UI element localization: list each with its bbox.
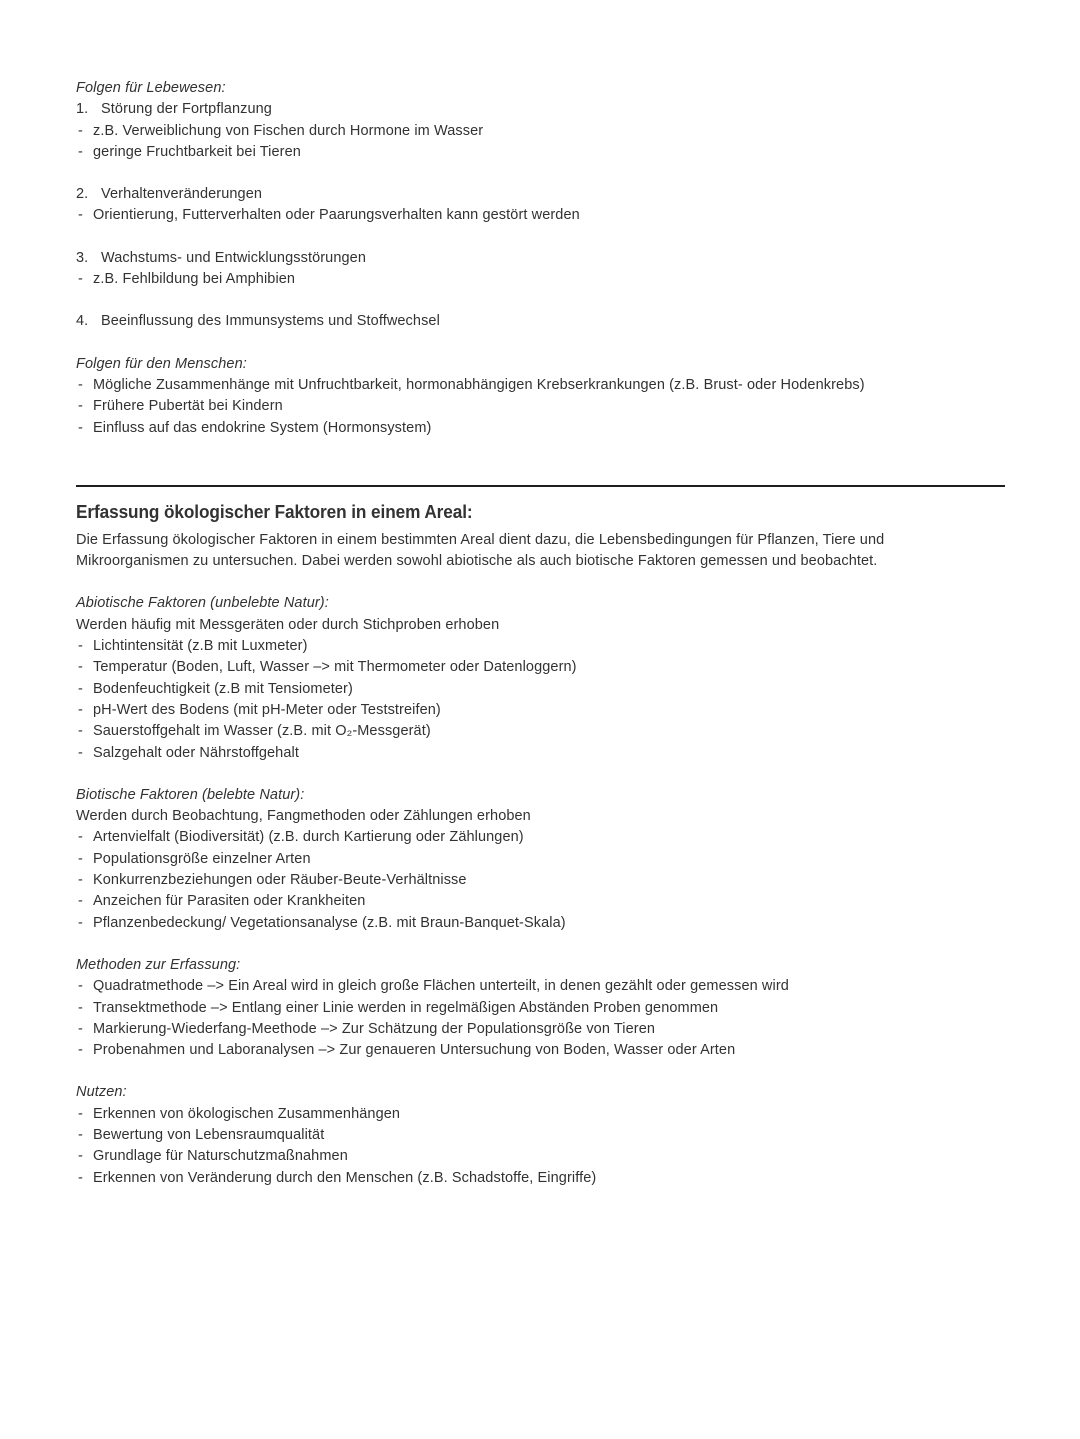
bullet-item	[76, 269, 1005, 290]
bullet-item	[76, 679, 1005, 700]
dash-bullet-marker: -	[78, 271, 83, 288]
bullet-item	[76, 849, 1005, 870]
document-body	[76, 78, 1005, 1189]
bullet-item	[76, 827, 1005, 848]
vertical-spacer	[76, 1061, 1005, 1082]
dash-bullet-marker: -	[78, 978, 83, 995]
section-title	[76, 499, 1005, 525]
item-text: Bodenfeuchtigkeit (z.B mit Tensiometer)	[93, 680, 353, 697]
bullet-item	[76, 721, 1005, 742]
bullet-item	[76, 375, 1005, 396]
bullet-item	[76, 1125, 1005, 1146]
italic-heading: Abiotische Faktoren (unbelebte Natur):	[76, 595, 329, 612]
bullet-item	[76, 870, 1005, 891]
dash-bullet-marker: -	[78, 1042, 83, 1059]
bullet-item	[76, 142, 1005, 163]
item-text: Populationsgröße einzelner Arten	[93, 850, 311, 867]
item-text: pH-Wert des Bodens (mit pH-Meter oder Teststreifen)	[93, 701, 441, 718]
dash-bullet-marker: -	[78, 999, 83, 1016]
dash-bullet-marker: -	[78, 638, 83, 655]
bullet-item	[76, 700, 1005, 721]
item-text: Artenvielfalt (Biodiversität) (z.B. durch Kartierung oder Zählungen)	[93, 829, 524, 846]
vertical-spacer	[76, 572, 1005, 593]
vertical-spacer	[76, 333, 1005, 354]
vertical-spacer	[76, 764, 1005, 785]
number-marker: 3.	[76, 249, 89, 266]
item-text: Verhaltenveränderungen	[101, 186, 263, 203]
dash-bullet-marker: -	[78, 207, 83, 224]
dash-bullet-marker: -	[78, 143, 83, 160]
bullet-item	[76, 1019, 1005, 1040]
bullet-item	[76, 976, 1005, 997]
section-title-text: Erfassung ökologischer Faktoren in einem Areal:	[76, 500, 473, 522]
bullet-item	[76, 636, 1005, 657]
item-text: Konkurrenzbeziehungen oder Räuber-Beute-Verhältnisse	[93, 872, 467, 889]
item-text: Mögliche Zusammenhänge mit Unfruchtbarkeit, hormonabhängigen Krebserkrankungen (z.B. Brust- oder Hodenkrebs)	[93, 376, 865, 393]
bullet-item	[76, 913, 1005, 934]
item-text: Markierung-Wiederfang-Meethode –> Zur Schätzung der Populationsgröße von Tieren	[93, 1020, 656, 1037]
dash-bullet-marker: -	[78, 122, 83, 139]
numbered-item	[76, 184, 1005, 205]
number-marker: 1.	[76, 101, 89, 118]
number-marker: 2.	[76, 186, 89, 203]
item-text: Anzeichen für Parasiten oder Krankheiten	[93, 893, 366, 910]
item-text: Pflanzenbedeckung/ Vegetationsanalyse (z.B. mit Braun-Banquet-Skala)	[93, 914, 566, 931]
item-text: Sauerstoffgehalt im Wasser (z.B. mit O₂-Messgerät)	[93, 723, 431, 740]
item-text: Bewertung von Lebensraumqualität	[93, 1126, 325, 1143]
bullet-item	[76, 396, 1005, 417]
bullet-item	[76, 891, 1005, 912]
bullet-item	[76, 998, 1005, 1019]
dash-bullet-marker: -	[78, 744, 83, 761]
dash-bullet-marker: -	[78, 914, 83, 931]
italic-heading: Nutzen:	[76, 1084, 127, 1101]
bullet-item	[76, 418, 1005, 439]
bullet-item	[76, 1146, 1005, 1167]
plain-line: Werden durch Beobachtung, Fangmethoden oder Zählungen erhoben	[76, 808, 531, 825]
dash-bullet-marker: -	[78, 1148, 83, 1165]
dash-bullet-marker: -	[78, 1126, 83, 1143]
item-text: Frühere Pubertät bei Kindern	[93, 398, 283, 415]
item-text: geringe Fruchtbarkeit bei Tieren	[93, 143, 301, 160]
bullet-item	[76, 205, 1005, 226]
bullet-item	[76, 1104, 1005, 1125]
item-text: Transektmethode –> Entlang einer Linie werden in regelmäßigen Abständen Proben genommen	[93, 999, 719, 1016]
dash-bullet-marker: -	[78, 680, 83, 697]
bullet-item	[76, 743, 1005, 764]
dash-bullet-marker: -	[78, 829, 83, 846]
item-text: Salzgehalt oder Nährstoffgehalt	[93, 744, 299, 761]
item-text: z.B. Fehlbildung bei Amphibien	[93, 271, 296, 288]
section-divider	[76, 485, 1005, 487]
bullet-item	[76, 1040, 1005, 1061]
item-text: Grundlage für Naturschutzmaßnahmen	[93, 1148, 348, 1165]
number-marker: 4.	[76, 313, 89, 330]
vertical-spacer	[76, 227, 1005, 248]
item-text: Temperatur (Boden, Luft, Wasser –> mit Thermometer oder Datenloggern)	[93, 659, 577, 676]
dash-bullet-marker: -	[78, 398, 83, 415]
dash-bullet-marker: -	[78, 1169, 83, 1186]
plain-line: Werden häufig mit Messgeräten oder durch Stichproben erhoben	[76, 616, 500, 633]
dash-bullet-marker: -	[78, 893, 83, 910]
vertical-spacer	[76, 934, 1005, 955]
item-text: Probenahmen und Laboranalysen –> Zur genaueren Untersuchung von Boden, Wasser oder Arten	[93, 1042, 736, 1059]
numbered-item	[76, 311, 1005, 332]
dash-bullet-marker: -	[78, 376, 83, 393]
paragraph-text: Die Erfassung ökologischer Faktoren in einem bestimmten Areal dient dazu, die Lebensbedingungen für Pflanzen, Tiere und Mikroorganismen zu untersuchen. Dabei werden sowohl abiotische als auch biotische Faktoren gemessen und beobachtet.	[76, 531, 885, 570]
item-text: Erkennen von Veränderung durch den Menschen (z.B. Schadstoffe, Eingriffe)	[93, 1169, 597, 1186]
italic-heading: Folgen für Lebewesen:	[76, 80, 226, 96]
numbered-item	[76, 99, 1005, 120]
bullet-item	[76, 121, 1005, 142]
dash-bullet-marker: -	[78, 872, 83, 889]
item-text: Lichtintensität (z.B mit Luxmeter)	[93, 638, 308, 655]
vertical-spacer	[76, 290, 1005, 311]
dash-bullet-marker: -	[78, 1105, 83, 1122]
italic-heading: Folgen für den Menschen:	[76, 355, 247, 372]
item-text: Orientierung, Futterverhalten oder Paarungsverhalten kann gestört werden	[93, 207, 580, 224]
item-text: Störung der Fortpflanzung	[101, 101, 272, 118]
italic-heading: Biotische Faktoren (belebte Natur):	[76, 786, 305, 803]
dash-bullet-marker: -	[78, 419, 83, 436]
dash-bullet-marker: -	[78, 723, 83, 740]
item-text: Einfluss auf das endokrine System (Hormonsystem)	[93, 419, 432, 436]
dash-bullet-marker: -	[78, 1020, 83, 1037]
dash-bullet-marker: -	[78, 850, 83, 867]
dash-bullet-marker: -	[78, 659, 83, 676]
vertical-spacer	[76, 163, 1005, 184]
item-text: Quadratmethode –> Ein Areal wird in gleich große Flächen unterteilt, in denen gezählt oder gemessen wird	[93, 978, 789, 995]
numbered-item	[76, 248, 1005, 269]
item-text: Erkennen von ökologischen Zusammenhängen	[93, 1105, 401, 1122]
bullet-item	[76, 657, 1005, 678]
dash-bullet-marker: -	[78, 701, 83, 718]
bullet-item	[76, 1168, 1005, 1189]
item-text: Wachstums- und Entwicklungsstörungen	[101, 249, 366, 266]
italic-heading: Methoden zur Erfassung:	[76, 956, 241, 973]
item-text: Beeinflussung des Immunsystems und Stoffwechsel	[101, 313, 440, 330]
item-text: z.B. Verweiblichung von Fischen durch Hormone im Wasser	[93, 122, 484, 139]
